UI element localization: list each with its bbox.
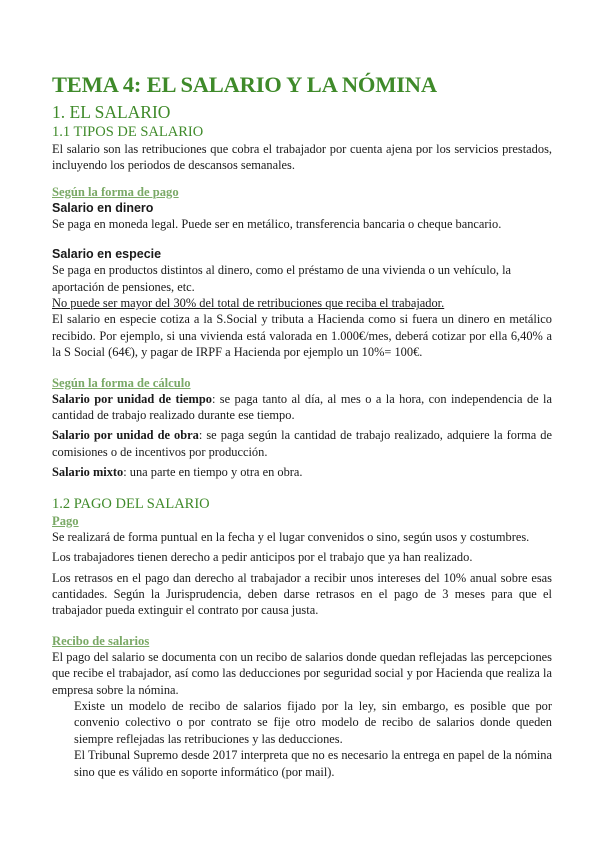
salario-mixto-title: Salario mixto xyxy=(52,465,124,480)
salario-obra xyxy=(52,427,552,460)
salario-tiempo xyxy=(52,391,552,424)
heading-pago: Pago xyxy=(52,513,79,528)
salario-dinero-title: Salario en dinero xyxy=(52,200,154,215)
salario-especie-text: Se paga en productos distintos al dinero, como el préstamo de una vivienda o un vehículo, la aportación de pensiones, etc. xyxy=(52,263,512,294)
pago-paragraph-1: Se realizará de forma puntual en la fecha y el lugar convenidos o sino, según usos y costumbres. xyxy=(52,529,530,544)
section-heading-el-salario: 1. EL SALARIO xyxy=(52,102,171,122)
salario-especie-example: El salario en especie cotiza a la S.Social y tributa a Hacienda como si fuera un dinero en metálico recibido. Por ejemplo, si una vivienda está valorada en 1.000€/mes, deberá cotizar por ella 6,40% a la S Social (64€), y pagar de IRPF a Hacienda por ejemplo un 10%= 100€. xyxy=(52,312,552,360)
recibo-paragraph-1: El pago del salario se documenta con un recibo de salarios donde quedan reflejadas las percepciones que recibe el trabajador, así como las deducciones por seguridad social y por Hacienda que realiza la empresa sobre la nómina. xyxy=(52,649,552,697)
pago-paragraph-3: Los retrasos en el pago dan derecho al trabajador a recibir unos intereses del 10% anual sobre esas cantidades. Según la Jurisprudencia, deben darse retrasos en el pago de 3 meses para que el trabajador pueda extinguir el contrato por causa justa. xyxy=(52,570,552,618)
heading-forma-pago: Según la forma de pago xyxy=(52,184,179,199)
heading-forma-calculo: Según la forma de cálculo xyxy=(52,375,191,390)
salario-mixto xyxy=(52,464,552,480)
salario-tiempo-text: : se paga tanto al día, al mes o a la hora, con independencia de la cantidad de trabajo realizado durante ese tiempo. xyxy=(52,391,552,423)
subsection-heading-pago: 1.2 PAGO DEL SALARIO xyxy=(52,495,210,512)
recibo-paragraph-2: Existe un modelo de recibo de salarios fijado por la ley, sin embargo, es posible que por convenio colectivo o por contrato se fije otro modelo de recibo de salarios donde queden siempre reflejadas las retribuciones y las deducciones. xyxy=(74,698,552,746)
document-page xyxy=(52,72,552,780)
pago-paragraph-2: Los trabajadores tienen derecho a pedir anticipos por el trabajo que ya han realizado. xyxy=(52,550,473,565)
heading-recibo: Recibo de salarios xyxy=(52,633,150,648)
salario-obra-title: Salario por unidad de obra xyxy=(52,428,199,443)
document-title: TEMA 4: EL SALARIO Y LA NÓMINA xyxy=(52,72,437,97)
salario-mixto-text: : una parte en tiempo y otra en obra. xyxy=(123,465,303,480)
salario-especie-title: Salario en especie xyxy=(52,247,162,262)
salario-dinero-text: Se paga en moneda legal. Puede ser en metálico, transferencia bancaria o cheque bancario. xyxy=(52,216,502,231)
salario-especie-limit: No puede ser mayor del 30% del total de retribuciones que reciba el trabajador. xyxy=(52,296,445,311)
recibo-paragraph-3: El Tribunal Supremo desde 2017 interpreta que no es necesario la entrega en papel de la nómina sino que es válido en soporte informático (por mail). xyxy=(74,748,552,779)
salario-obra-text: : se paga según la cantidad de trabajo realizado, adquiere la forma de comisiones o de incentivos por producción. xyxy=(52,428,552,459)
salario-tiempo-title: Salario por unidad de tiempo xyxy=(52,391,212,406)
intro-paragraph: El salario son las retribuciones que cobra el trabajador por cuenta ajena por los servicios prestados, incluyendo los periodos de descansos semanales. xyxy=(52,142,552,173)
subsection-heading-tipos: 1.1 TIPOS DE SALARIO xyxy=(52,124,204,140)
